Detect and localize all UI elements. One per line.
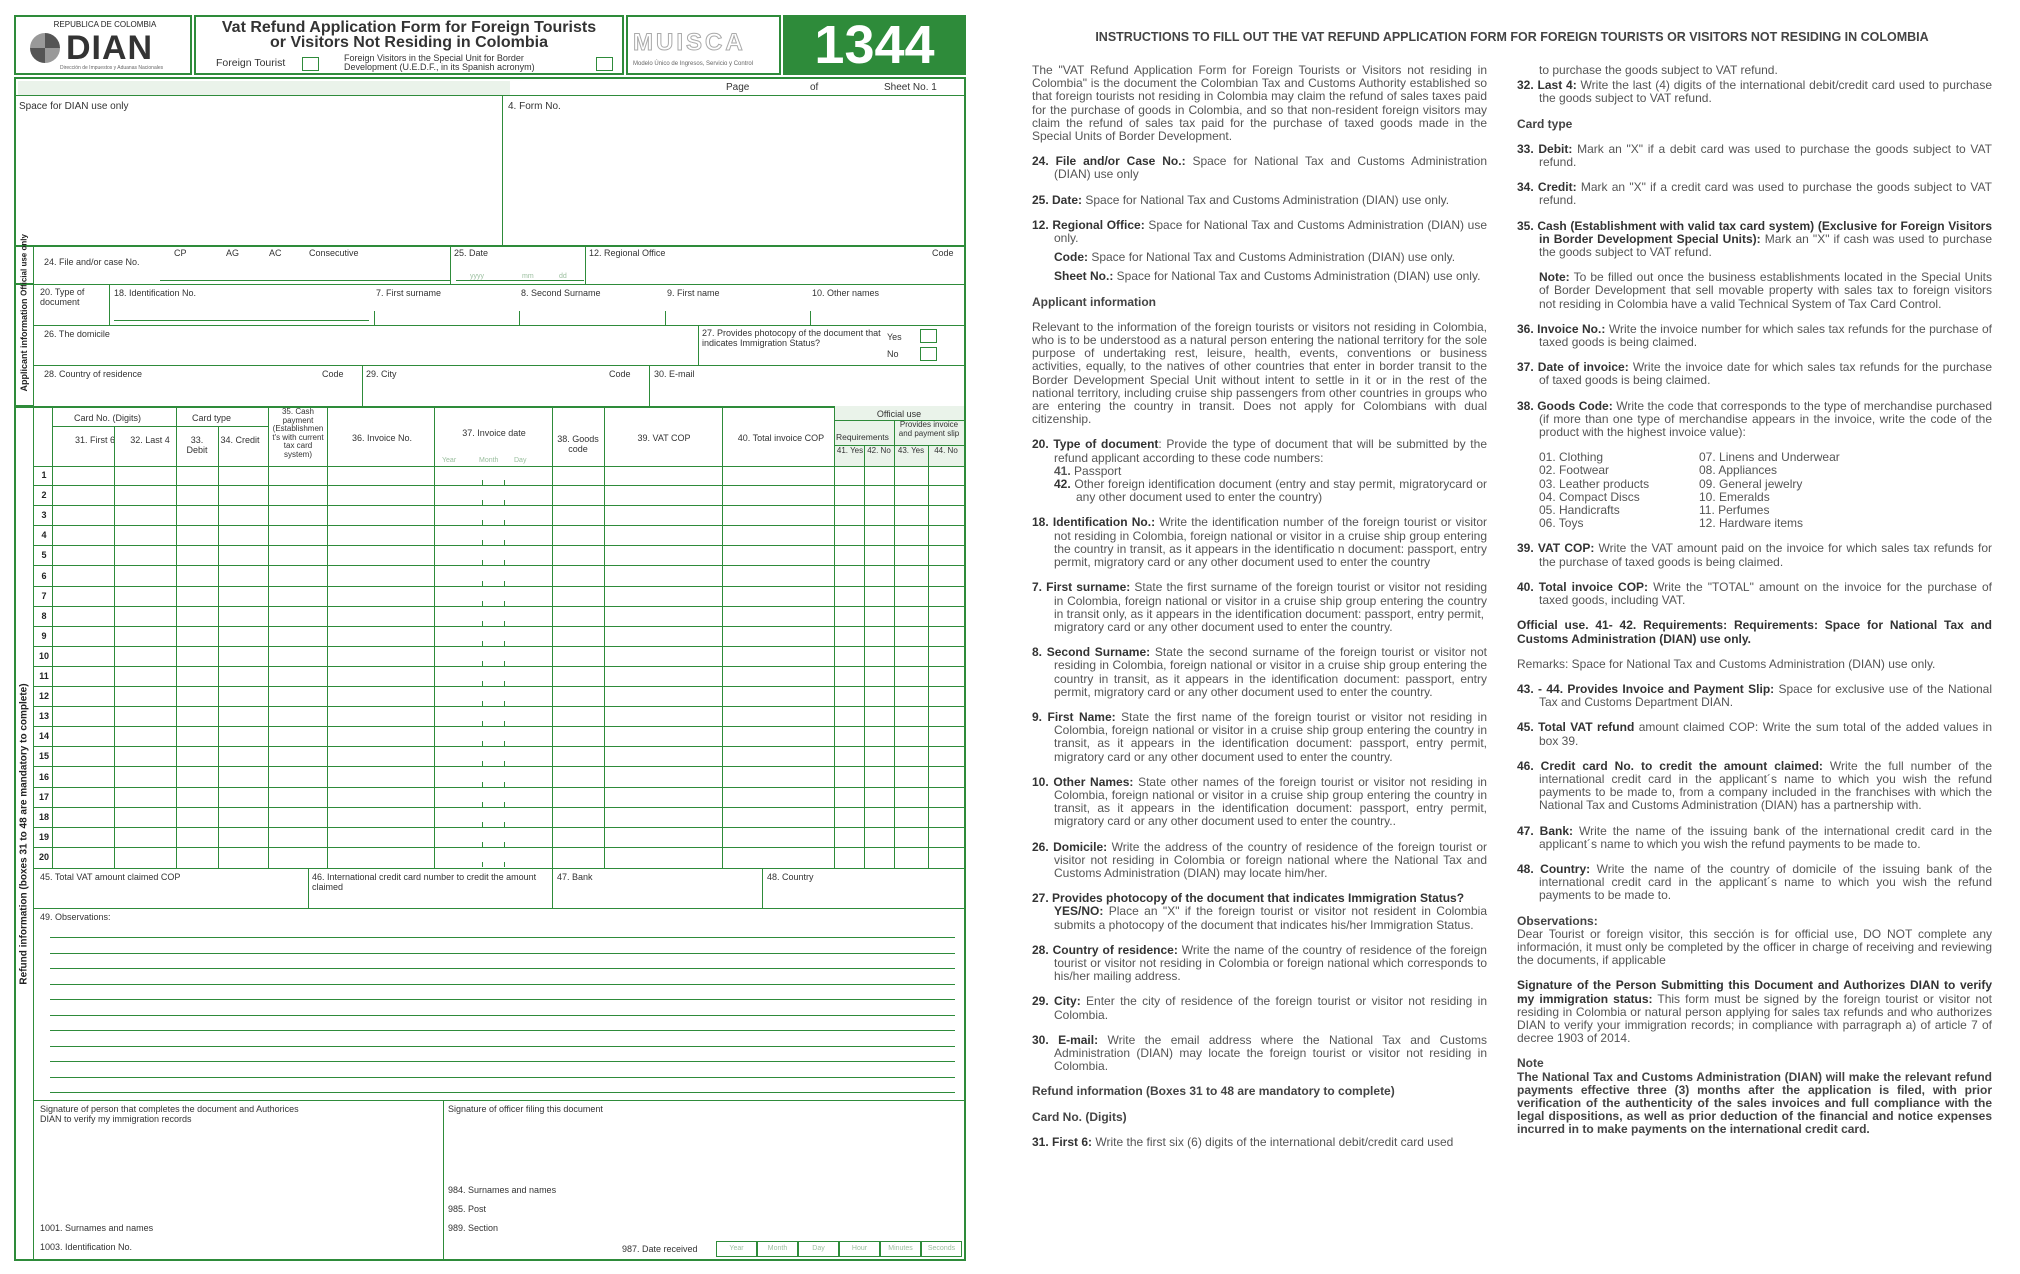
dian-logo-icon (30, 33, 60, 63)
instr-45: 45. Total VAT refund amount claimed COP: Write the sum total of the added values in box 39. (1517, 720, 1992, 748)
field-24-ag: AG (226, 248, 240, 258)
field-10-label: 10. Other names (812, 288, 880, 298)
instr-36: 36. Invoice No.: Write the invoice number for which sales tax refunds for the purchase of taxed goods is being claimed. (1517, 321, 1992, 350)
hdr-official-use: Official use (876, 409, 922, 419)
country-header: REPUBLICA DE COLOMBIA (53, 20, 157, 29)
goods-code-item: 08. Appliances (1699, 463, 1778, 478)
row-number: 15 (38, 751, 49, 762)
sig-officer-area[interactable] (448, 1120, 958, 1180)
field-18-label: 18. Identification No. (114, 288, 197, 298)
instructions-left-column: The "VAT Refund Application Form for Foreign Tourists or Visitors not residing in Colombia" is the document the Colombian Tax and Customs Authority established so that foreign tourists not residing in Colombia may claim the refund of sales taxes paid for the purchase of goods in Colombia, and so that non-resident foreign visitors may claim the refund of sales tax paid for the purchase of taxed goods made in the Special Units of Border Development. 24. File and/or Case No.: Space for National Tax and Customs Administration (DIAN) use only 25. Date: Space for National Tax and Customs Administration (DIAN) use only. 12. Regional Office: Space for National Tax and Customs Administration (DIAN) use only. Code: Space for National Tax and Customs Administration (DIAN) use only. Sheet No.: Space for National Tax and Customs Administration (DIAN) use only. Applicant information Relevant to the information of the foreign tourists or visitors not residing in Colombia, who is to be understood as a natural person entering the national territory for the sole purpose of undertaking rest, leisure, health, events, conventions or business activities, equally, to the natives of other countries that enter in border transit to the Border Development Special Unit without intent to settle in it or in the rest of the national territory, including cruise ship passengers from other countries in groups who are entering the country in transit. Does not apply for Colombians with dual citizenship. 20. Type of document: Provide the type of document that will be submitted by the refund applicant according to these code numbers: 41. Passport 42. Other foreign identification document (entry and stay permit, migratorycard or any other document used to enter the country) 18. Identification No.: Write the identification number of the foreign tourist or visitor not residing in Colombia, foreign national or visitor in a cruise ship group entering the country in transit, as it appears in the identificatio n document: passport, entry permit, migratory card or any other document used to enter the country 7. First surname: State the first surname of the foreign tourist or visitor not residing in Colombia, foreign national or visitor in a cruise ship group entering the country in transit only, as it appears in the identification document: passport, entry permit, migratory card or any other document used to enter the country. 8. Second Surname: State the second surname of the foreign tourist or visitor not residing in Colombia, foreign national or visitor in a cruise ship group entering the country in transit, as it appears in the identification document: passport, entry permit, migratory card or any other document used to enter the country. 9. First Name: State the first name of the foreign tourist or visitor not residing in Colombia, foreign national or visitor in a cruise ship group entering the country in transit, as it appears in the identification document: passport, entry permit, migratory card or any other document used to enter the country. 10. Other Names: State other names of the foreign tourist or visitor not residing in Colombia, foreign national or visitor in a cruise ship group entering the country in transit, as it appears in the identification document: passport, entry permit, migratory card or any other document used to enter the country.. 26. Domicile: Write the address of the country of residence of the foreign tourist or visitor not residing in Colombia or foreign national where the National Tax and Customs Administration (DIAN) may locate him/her. 27. Provides photocopy of the document that indicates Immigration Status? YES/NO: Place an "X" if the foreign tourist or visitor not resident in Colombia submits a photocopy of the document that indicates his/her Immigration Status. 28. Country of residence: Write the name of the country of residence of the foreign tourist or visitor not residing in Colombia or foreign national which corresponds to his/her mailing address. 29. City: Enter the city of residence of the foreign tourist or visitor not residing in Colombia. 30. E-mail: Write the email address where the National Tax and Customs Administration (DIAN) may locate the foreign tourist or visitor not residing in Colombia. Refund information (Boxes 31 to 48 are mandatory to complete) Card No. (Digits) 31. First 6: Write the first six (6) digits of the international debit/credit card used (1032, 63, 1488, 1149)
field-987-label: 987. Date received (622, 1244, 698, 1254)
instr-38: 38. Goods Code: Write the code that corresponds to the type of merchandise purchased (if more than one type of merchandise appears in the invoice, write the code of the product with the highest invoice value): (1517, 398, 1992, 440)
field-24-cp: CP (174, 248, 187, 258)
goods-code-item: 04. Compact Discs (1539, 489, 1640, 504)
foreign-visitor-label-2: Development (U.E.D.F., in its Spanish acronym) (344, 62, 535, 72)
hdr-34: 34. Credit (220, 435, 260, 445)
sig-person-area[interactable] (40, 1125, 440, 1220)
hdr-38: 38. Goods code (557, 434, 599, 454)
field-29-label: 29. City (366, 369, 397, 379)
date-box-minutes[interactable]: Minutes (880, 1241, 921, 1257)
field-24-consecutive: Consecutive (309, 248, 359, 258)
instr-9: 9. First Name: State the first name of the foreign tourist or visitor not residing in Colombia, foreign national or visitor in a cruise ship group entering the country in transit, as it appears in the identification document: passport, entry permit, migratory card or any other document used to enter the country. (1032, 709, 1488, 764)
row-number: 13 (38, 711, 49, 722)
observation-line (50, 968, 955, 969)
instr-sheet: Sheet No.: Space for National Tax and Customs Administration (DIAN) use only. (1054, 269, 1481, 284)
row-number: 2 (41, 490, 47, 501)
field-29-code: Code (609, 369, 631, 379)
instr-28: 28. Country of residence: Write the name of the country of residence of the foreign tourist or visitor not residing in Colombia or foreign national which corresponds to his/her mailing address. (1032, 942, 1487, 984)
table-row[interactable] (34, 567, 966, 587)
field-28-input[interactable] (44, 383, 374, 401)
observation-line (50, 953, 955, 954)
table-row[interactable] (34, 607, 966, 627)
note-text: The National Tax and Customs Administration (DIAN) will make the relevant refund payments effective three (3) months after the application is filed, with prior verification of the authenticity of the sales invoices and full compliance with the legal dispositions, as well as prior deduction of the financial and notice expenses incurred in to make payments on the international credit card. (1517, 1069, 1992, 1137)
form-no-label: 4. Form No. (508, 101, 561, 112)
hdr-37: 37. Invoice date (462, 428, 526, 438)
table-row[interactable] (34, 667, 966, 687)
table-row[interactable] (34, 707, 966, 727)
hdr-card-no: Card No. (Digits) (74, 413, 142, 423)
instr-46: 46. Credit card No. to credit the amount claimed: Write the full number of the international credit card in the applicant´s name to which you wish the refund payments to be made to, from a company included in the franchises with which the National Tax and Customs Administration (DIAN) has a partnership with. (1517, 758, 1992, 813)
goods-code-item: 11. Perfumes (1699, 503, 1770, 518)
field-46-label: 46. International credit card number to credit the amount claimed (312, 872, 537, 892)
table-row[interactable] (34, 768, 966, 788)
observation-line (50, 1092, 955, 1093)
form-title-line1: Vat Refund Application Form for Foreign Tourists (221, 19, 597, 36)
form-title-box (194, 15, 624, 75)
field-45-input[interactable] (40, 885, 305, 905)
instructions-title: INSTRUCTIONS TO FILL OUT THE VAT REFUND APPLICATION FORM FOR FOREIGN TOURISTS OR VISITORS NOT RESIDING IN COLOMBIA (1095, 30, 1929, 44)
field-26-input[interactable] (44, 341, 694, 361)
row-number: 20 (38, 851, 49, 862)
instr-12: 12. Regional Office: Space for National Tax and Customs Administration (DIAN) use only. (1032, 217, 1487, 246)
row-number: 16 (38, 771, 49, 782)
muisca-box (626, 15, 781, 75)
field-46-input[interactable] (312, 889, 547, 905)
field-25-input[interactable] (456, 269, 584, 281)
observation-line (50, 1061, 955, 1062)
applicant-band: Applicant information (14, 284, 34, 406)
goods-code-item: 06. Toys (1539, 516, 1584, 531)
hdr-35: 35. Cash payment (Establishmen t's with current tax card system) (272, 407, 324, 459)
foreign-tourist-label: Foreign Tourist (216, 57, 286, 69)
dian-wordmark: DIAN (66, 29, 154, 67)
instr-24: 24. File and/or Case No.: Space for National Tax and Customs Administration (DIAN) use only (1032, 154, 1488, 182)
names-input-row[interactable] (376, 301, 961, 323)
row-number: 14 (38, 731, 49, 742)
table-row[interactable] (34, 486, 966, 506)
instructions-page (1032, 30, 1992, 1255)
instr-37: 37. Date of invoice: Write the invoice date for which sales tax refunds for the purchase of taxed goods is being claimed. (1517, 360, 1992, 388)
field-7-label: 7. First surname (376, 288, 442, 298)
table-row[interactable] (34, 546, 966, 566)
row-number: 17 (38, 791, 49, 802)
goods-code-item: 05. Handicrafts (1539, 503, 1620, 518)
sig-person-label: Signature of person that completes the document and Authorices DIAN to verify my immigration records (40, 1104, 299, 1124)
instr-25: 25. Date: Space for National Tax and Customs Administration (DIAN) use only. (1032, 192, 1450, 207)
sig-officer-label: Signature of officer filing this document (448, 1104, 603, 1114)
hdr-requirements: Requirements (836, 432, 889, 442)
instr-8: 8. Second Surname: State the second surname of the foreign tourist or visitor not residing in Colombia, foreign national or visitor in a cruise ship group entering the country in transit, as it appears in the identification document: passport, entry permit, migratory card or any other document used to enter the country. (1032, 645, 1487, 699)
row-number: 3 (41, 510, 47, 521)
form-number-box (783, 15, 966, 75)
hdr-39: 39. VAT COP (637, 433, 691, 443)
field-24-ac: AC (269, 248, 282, 258)
field-49-label: 49. Observations: (40, 912, 111, 922)
instr-10: 10. Other Names: State other names of the foreign tourist or visitor not residing in Colombia, foreign national or visitor in a cruise ship group entering the country in transit, as it appears in the identification document: passport, entry permit, migratory card or any other document used to enter the country.. (1032, 774, 1487, 829)
goods-code-item: 03. Leather products (1539, 476, 1650, 491)
instr-39: 39. VAT COP: Write the VAT amount paid on the invoice for which sales tax refunds for the purchase of taxed goods is being claimed. (1517, 541, 1992, 569)
row-number: 18 (38, 811, 49, 822)
row-number: 6 (41, 570, 47, 581)
observations-text: Dear Tourist or foreign visitor, this sección is for official use, DO NOT complete any información, it must only be completed by the officer in charge of receiving and reviewing the documents, if applicable (1517, 926, 1992, 968)
field-9-label: 9. First name (667, 288, 720, 298)
instr-48: 48. Country: Write the name of the country of domicile of the issuing bank of the international credit card in the applicant´s name to which you wish the refund payments to be made to. (1517, 861, 1992, 903)
muisca-logo: MUISCA (633, 29, 746, 56)
goods-code-item: 07. Linens and Underwear (1699, 450, 1840, 465)
instr-31: 31. First 6: Write the first six (6) digits of the international debit/credit card used (1032, 1134, 1454, 1149)
row-number: 11 (39, 671, 49, 682)
observation-line (50, 937, 955, 938)
goods-code-item: 12. Hardware items (1699, 516, 1804, 531)
instr-34: 34. Credit: Mark an "X" if a credit card was used to purchase the goods subject to VAT refund. (1517, 180, 1992, 208)
field-29-input[interactable] (366, 383, 646, 401)
row-number: 5 (41, 550, 47, 561)
row-number: 12 (38, 691, 49, 702)
table-row[interactable] (34, 526, 966, 546)
table-row[interactable] (34, 788, 966, 808)
field-24-label: 24. File and/or case No. (44, 257, 140, 267)
observation-line (50, 1030, 955, 1031)
observation-line (50, 1077, 955, 1078)
instr-32: 32. Last 4: Write the last (4) digits of the international debit/credit card used to purchase the goods subject to VAT refund. (1517, 78, 1992, 106)
field-27-yes: Yes (887, 332, 902, 342)
table-row[interactable] (34, 687, 966, 707)
table-row[interactable] (34, 647, 966, 667)
hdr-33: 33. Debit (186, 435, 208, 455)
form-number: 1344 (814, 15, 935, 75)
instr-41: Official use. 41- 42. Requirements: Requirements: Space for National Tax and Customs Administration (DIAN) use only. (1517, 618, 1992, 646)
field-48-input[interactable] (767, 885, 957, 905)
signature-text: Signature of the Person Submitting this Document and Authorizes DIAN to verify my immigration status: This form must be signed by the foreign tourist or visitor not residing in Colombia or natural person applying for sales tax refunds and who authorizes DIAN to verify your immigration records; in compliance with parragraph a) of article 7 of decree 1903 of 2014. (1517, 978, 1992, 1046)
instr-29: 29. City: Enter the city of residence of the foreign tourist or visitor not residing in Colombia. (1032, 994, 1488, 1022)
date-box-day[interactable]: Day (798, 1241, 839, 1257)
field-985-label: 985. Post (448, 1204, 487, 1214)
table-row[interactable] (34, 747, 966, 767)
table-row[interactable] (34, 466, 966, 486)
field-12-code: Code (932, 248, 954, 258)
goods-code-item: 09. General jewelry (1699, 476, 1803, 491)
observation-line (50, 999, 955, 1000)
field-25-label: 25. Date (454, 248, 489, 258)
field-24-input[interactable] (160, 269, 450, 281)
instr-18: 18. Identification No.: Write the identification number of the foreign tourist or visitor not residing in Colombia, foreign national or visitor in a cruise ship group entering the country in transit, as it appears in the identificatio n document: passport, entry permit, migratory card or any other document used to enter the country (1032, 515, 1487, 570)
table-row[interactable] (34, 828, 966, 848)
date-box-month[interactable]: Month (757, 1241, 798, 1257)
date-box-hour[interactable]: Hour (839, 1241, 880, 1257)
sheet-label: Sheet No. 1 (884, 82, 937, 93)
applicant-heading: Applicant information (1032, 294, 1156, 309)
date-box-seconds[interactable]: Seconds (921, 1241, 962, 1257)
instr-40: 40. Total invoice COP: Write the "TOTAL" amount on the invoice for the purchase of taxed goods, including VAT. (1517, 579, 1992, 608)
observation-line (50, 1046, 955, 1047)
applicant-text: Relevant to the information of the foreign tourists or visitors not residing in Colombia, who is to be understood as a natural person entering the national territory for the sole purpose of undertaking rest, leisure, health, events, conventions or business activities, equally, to the natives of other countries that enter in border transit to the Border Development Special Unit without intent to settle in it or in the rest of the national territory, including cruise ship passengers from other countries in groups who are entering the country in transit. Does not apply for Colombians with dual citizenship. (1032, 319, 1487, 427)
observations-heading: Observations: (1517, 913, 1598, 928)
instr-26: 26. Domicile: Write the address of the country of residence of the foreign tourist or visitor not residing in Colombia or foreign national where the National Tax and Customs Administration (DIAN) may locate him/her. (1032, 839, 1487, 880)
note-heading: Note (1517, 1056, 1544, 1071)
row-number: 7 (41, 590, 47, 601)
goods-codes (1517, 451, 1992, 530)
hdr-card-type: Card type (192, 413, 232, 423)
goods-code-item: 10. Emeralds (1699, 489, 1770, 504)
instr-35-note: Note: To be filled out once the business establishments located in the Special Units of Border Development that sell movable property with sales tax to foreign visitors not residing in Colombia have a valid Technical System of Tax Card Control. (1539, 270, 1992, 311)
observation-line (50, 984, 955, 985)
row-number: 8 (41, 610, 47, 621)
field-1003-label: 1003. Identification No. (40, 1242, 133, 1252)
foreign-tourist-checkbox[interactable] (302, 57, 319, 71)
field-47-label: 47. Bank (557, 872, 593, 882)
field-27-yes-checkbox[interactable] (920, 329, 937, 343)
table-row[interactable] (34, 848, 966, 868)
instr-20: 20. Type of document: Provide the type of document that will be submitted by the refund applicant according to these code numbers: (1032, 437, 1487, 465)
refund-table-rows (34, 466, 966, 868)
of-label: of (810, 82, 819, 93)
hdr-32: 32. Last 4 (130, 435, 170, 445)
field-8-label: 8. Second Surname (521, 288, 601, 298)
field-30-label: 30. E-mail (654, 369, 695, 379)
dian-sub: Dirección de Impuestos y Aduanas Nacionales (60, 65, 164, 71)
dian-use-label: Space for DIAN use only (19, 101, 129, 112)
remarks: Remarks: Space for National Tax and Customs Administration (DIAN) use only. (1517, 656, 1936, 671)
row-number: 1 (41, 470, 47, 481)
row-number: 10 (38, 650, 49, 661)
refund-band: Refund information (boxes 31 to 48 are mandatory to complete) (14, 406, 34, 1261)
field-1001-label: 1001. Surnames and names (40, 1223, 154, 1233)
hdr-36: 36. Invoice No. (351, 433, 413, 443)
field-28-code: Code (322, 369, 344, 379)
field-984-label: 984. Surnames and names (448, 1185, 557, 1195)
instructions-right-column: to purchase the goods subject to VAT refund. 32. Last 4: Write the last (4) digits of the international debit/credit card used to purchase the goods subject to VAT refund. Card type 33. Debit: Mark an "X" if a debit card was used to purchase the goods subject to VAT refund. 34. Credit: Mark an "X" if a credit card was used to purchase the goods subject to VAT refund. 35. Cash (Establishment with valid tax card system) (Exclusive for Foreign Visitors in Border Development Special Units): Mark an "X" if cash was used to purchase the goods subject to VAT refund. Note: To be filled out once the business establishments located in the Special Units of Border Development that sell movable property with sales tax to foreign visitors not residing in Colombia have a valid Technical System of Tax Card Control. 36. Invoice No.: Write the invoice number for which sales tax refunds for the purchase of taxed goods is being claimed. 37. Date of invoice: Write the invoice date for which sales tax refunds for the purchase of taxed goods is being claimed. 38. Goods Code: Write the code that corresponds to the type of merchandise purchased (if more than one type of merchandise appears in the invoice, write the code of the product with the highest invoice value): 01. Clothing 02. Footwear 03. Leather products 04. Compact Discs 05. Handicrafts 06. Toys 07. Linens and Underwear 08. Appliances 09. General jewelry 10. Emeralds 11. Perfumes 12. Hardware items 39. VAT COP: Write the VAT amount paid on the invoice for which sales tax refunds for the purchase of taxed goods is being claimed. 40. Total invoice COP: Write the "TOTAL" amount on the invoice for the purchase of taxed goods, including VAT. Official use. 41- 42. Requirements: Requirements: Space for National Tax and Customs Administration (DIAN) use only. Remarks: Space for National Tax and Customs Administration (DIAN) use only. 43. - 44. Provides Invoice and Payment Slip: Space for exclusive use of the National Tax and Customs Department DIAN. 45. Total VAT refund amount claimed COP: Write the sum total of the added values in box 39. 46. Credit card No. to credit the amount claimed: Write the full number of the international credit card in the applicant´s name to which you wish the refund payments to be made to, from a company included in the franchises with which the National Tax and Customs Administration (DIAN) has a partnership with. 47. Bank: Write the name of the issuing bank of the international credit card in the applicant´s name to which you wish the refund payments to be made to. 48. Country: Write the name of the country of domicile of the issuing bank of the international credit card in the applicant´s name to which you wish the refund payments to be made to. Observations: Dear Tourist or foreign visitor, this sección is for official use, DO NOT complete any información, it must only be completed by the officer in charge of receiving and reviewing the documents, if applicable Signature of the Person Submitting this Document and Authorizes DIAN to verify my immigration status: This form must be signed by the foreign tourist or visitor not residing in Colombia or natural person applying for sales tax refunds and who authorizes DIAN to verify your immigration records; in compliance with parragraph a) of article 7 of decree 1903 of 2014. Note The National Tax and Customs Administration (DIAN) will make the relevant refund payments effective three (3) months after the application is filed, with prior verification of the authenticity of the sales invoices and full compliance with the legal dispositions, as well as prior deduction of the financial and notice expenses incurred in to make payments on the international credit card. (1517, 63, 1992, 1137)
table-row[interactable] (34, 727, 966, 747)
field-28-label: 28. Country of residence (44, 369, 143, 379)
field-18-input[interactable] (114, 309, 369, 321)
field-20-label: 20. Type of document (40, 287, 85, 307)
cardno-heading: Card No. (Digits) (1032, 1109, 1127, 1124)
goods-code-item: 01. Clothing (1539, 450, 1604, 465)
field-27-no-checkbox[interactable] (920, 347, 937, 361)
field-12-input[interactable] (590, 269, 960, 281)
field-48-label: 48. Country (767, 872, 814, 882)
instr-30: 30. E-mail: Write the email address where the National Tax and Customs Administration (DIAN) may locate the foreign tourist or visitor not residing in Colombia. (1032, 1032, 1487, 1074)
instr-27: 27. Provides photocopy of the document that indicates Immigration Status? YES/NO: Place an "X" if the foreign tourist or visitor not resident in Colombia submits a photocopy of the document that indicates his/her Immigration Status. (1032, 891, 1487, 932)
muisca-sub: Modelo Único de Ingresos, Servicio y Control (633, 61, 754, 67)
official-band: Official use only (14, 245, 34, 284)
instr-47: 47. Bank: Write the name of the issuing bank of the international credit card in the applicant´s name to which you wish the refund payments to be made to. (1517, 823, 1992, 851)
form-title-line2: or Visitors Not Residing in Colombia (270, 34, 548, 51)
instr-7: 7. First surname: State the first surname of the foreign tourist or visitor not residing in Colombia, foreign national or visitor in a cruise ship group entering the country in transit only, as it appears in the identification document: passport, entry permit, (1032, 580, 1488, 621)
row-number: 9 (41, 630, 47, 641)
instr-43: 43. - 44. Provides Invoice and Payment Slip: Space for exclusive use of the National Tax and Customs Department DIAN. (1517, 681, 1992, 710)
foreign-visitor-checkbox[interactable] (596, 57, 613, 71)
field-47-input[interactable] (557, 885, 757, 905)
observations-area[interactable] (50, 927, 955, 1087)
table-row[interactable] (34, 627, 966, 647)
table-row[interactable] (34, 506, 966, 526)
field-30-input[interactable] (654, 383, 960, 401)
page-label: Page (726, 82, 750, 93)
field-12-label: 12. Regional Office (589, 248, 666, 258)
field-45-label: 45. Total VAT amount claimed COP (40, 872, 181, 882)
hdr-provides: Provides invoice and payment slip (898, 420, 960, 438)
hdr-31: 31. First 6 (74, 435, 115, 445)
refund-heading: Refund information (Boxes 31 to 48 are mandatory to complete) (1032, 1084, 1395, 1099)
foreign-visitor-label-1: Foreign Visitors in the Special Unit for Border (344, 53, 524, 63)
vat-refund-form: REPUBLICA DE COLOMBIA DIAN Dirección de Impuestos y Aduanas Nacionales Vat Refund Application Form for Foreign Tourists or Visitors Not Residing in Colombia Foreign Tourist Foreign Visitors in the Special Unit for Border Development (U.E.D.F., in its Spanish acronym) MUISCA Modelo Único de Ingresos, Servicio y Control 1344 Page of Sheet No. 1 Space for DIAN use only 4. Form No. Official use only 24. File and/or case No. CP AG AC Consecutive 25. Date yyyy mm dd 12. Regional Office Code Applicant information 20. Type of document 18. Identification No. 7. First surname 8. Second Surname 9. First name 10. Other names 26. The domicile 27. Provides photocopy of the document that indicates Immigration Status? Yes No 28. Country of residence Code 29. City Code 30. E-mail Refund information (boxes 31 to 48 are mandatory to complete) Card No. (Digits) Card type 31. First 6 32. Last 4 33. Debit 34. Credit 35. Cash payment (Establishmen t's with current tax card system) 36. Invoice No. 37. Invoice date Year Month Day 38. Goods code 39. VAT COP 40. Total invoice COP Official use Requirements Provides invoice and payment slip 41. Yes 42. No 43. Yes 44. No 1 2 3 4 5 6 7 8 9 10 11 12 13 14 15 16 17 18 19 20 45. Total VAT amount claimed COP 46. International credit card number to credit the amount claimed 47. Bank 48. Country 49. Observations: Signature of person that completes the document and Authorices DIAN to verify my immigration records 1001. Surnames and names 1003. Identification No. Signature of officer filing this document 984. Surnames and names 985. Post 989. Section 987. Date received Year Month Day Hour Minutes Seconds (14, 15, 966, 1261)
field-27-no: No (887, 349, 899, 359)
date-received-boxes[interactable] (716, 1241, 962, 1257)
cardtype-heading: Card type (1517, 116, 1573, 131)
observation-line (50, 1015, 955, 1016)
field-27-label: 27. Provides photocopy of the document that indicates Immigration Status? (702, 328, 881, 348)
intro-text: The "VAT Refund Application Form for Foreign Tourists or Visitors not residing in Colombia" is the document the Colombian Tax and Customs Authority established so that foreign tourists not residing in Colombia may claim the refund of sales taxes paid for the purchase of goods in Colombia, and so that non-resident foreign visitors may claim the refund of sales tax paid for the purchase of taxed goods made in the Special Units of Border Development. (1032, 63, 1487, 144)
goods-code-item: 02. Footwear (1539, 463, 1610, 478)
instr-33: 33. Debit: Mark an "X" if a debit card was used to purchase the goods subject to VAT refund. (1517, 141, 1992, 170)
table-row[interactable] (34, 808, 966, 828)
instr-code: Code: Space for National Tax and Customs Administration (DIAN) use only. (1054, 250, 1456, 265)
field-26-label: 26. The domicile (44, 329, 110, 339)
dian-logo-box (14, 15, 192, 75)
hdr-40: 40. Total invoice COP (737, 433, 825, 443)
row-number: 4 (41, 530, 47, 541)
table-row[interactable] (34, 587, 966, 607)
field-989-label: 989. Section (448, 1223, 499, 1233)
instr-35: 35. Cash (Establishment with valid tax card system) (Exclusive for Foreign Visitors in Border Development Special Units): Mark an "X" if cash was used to purchase the goods subject to VAT refund. (1517, 218, 1992, 260)
date-box-year[interactable]: Year (716, 1241, 757, 1257)
row-number: 19 (38, 831, 49, 842)
